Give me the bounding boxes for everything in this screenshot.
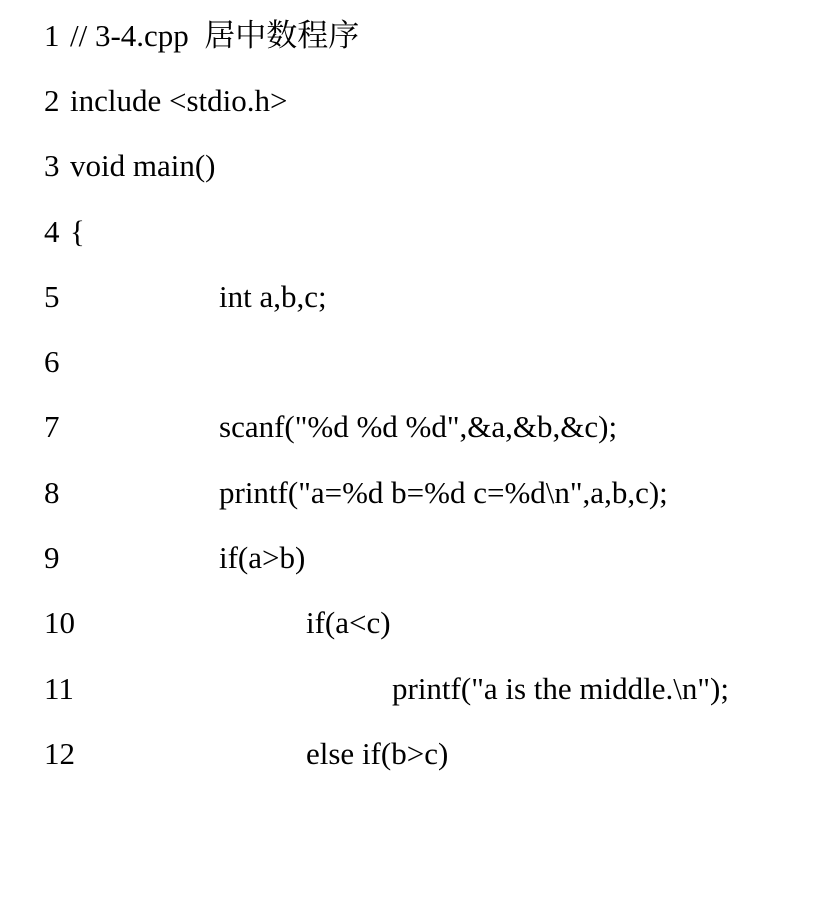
code-text: include <stdio.h> bbox=[70, 83, 288, 118]
code-text: scanf("%d %d %d",&a,&b,&c); bbox=[219, 409, 618, 444]
line-number: 9 bbox=[44, 540, 60, 575]
line-number: 4 bbox=[44, 214, 60, 249]
code-text: // 3-4.cpp 居中数程序 bbox=[70, 18, 360, 53]
code-line bbox=[0, 601, 824, 645]
code-line bbox=[0, 340, 824, 384]
code-text: if(a<c) bbox=[306, 605, 391, 640]
code-line bbox=[0, 275, 824, 319]
code-line bbox=[0, 536, 824, 580]
code-text: int a,b,c; bbox=[219, 279, 327, 314]
code-line bbox=[0, 79, 824, 123]
line-number: 10 bbox=[44, 605, 75, 640]
code-text: printf("a is the middle.\n"); bbox=[392, 671, 729, 706]
line-number: 5 bbox=[44, 279, 60, 314]
line-number: 1 bbox=[44, 18, 60, 53]
code-line bbox=[0, 14, 824, 58]
code-line bbox=[0, 471, 824, 515]
code-text: void main() bbox=[70, 148, 216, 183]
code-text: else if(b>c) bbox=[306, 736, 449, 771]
code-text: printf("a=%d b=%d c=%d\n",a,b,c); bbox=[219, 475, 668, 510]
code-line bbox=[0, 667, 824, 711]
code-text: { bbox=[70, 214, 85, 249]
line-number: 7 bbox=[44, 409, 60, 444]
code-line bbox=[0, 732, 824, 776]
code-line bbox=[0, 210, 824, 254]
line-number: 11 bbox=[44, 671, 74, 706]
line-number: 2 bbox=[44, 83, 60, 118]
line-number: 12 bbox=[44, 736, 75, 771]
line-number: 8 bbox=[44, 475, 60, 510]
line-number: 3 bbox=[44, 148, 60, 183]
code-line bbox=[0, 405, 824, 449]
code-line bbox=[0, 144, 824, 188]
code-text: if(a>b) bbox=[219, 540, 306, 575]
line-number: 6 bbox=[44, 344, 60, 379]
